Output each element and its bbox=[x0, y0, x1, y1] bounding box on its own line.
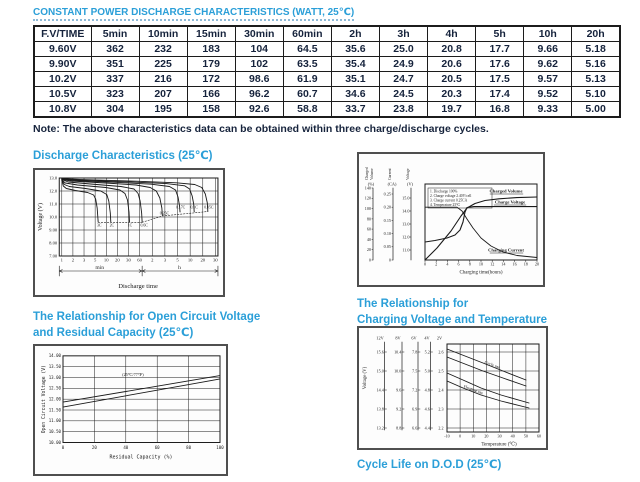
svg-text:2.3: 2.3 bbox=[438, 406, 444, 412]
svg-text:7.2: 7.2 bbox=[412, 387, 418, 393]
svg-text:18: 18 bbox=[523, 261, 528, 267]
svg-text:Cycle use: Cycle use bbox=[483, 359, 502, 370]
table-cell: 20.8 bbox=[428, 42, 476, 57]
table-cell: 179 bbox=[187, 57, 235, 72]
svg-text:20: 20 bbox=[534, 261, 540, 267]
svg-text:5.0: 5.0 bbox=[424, 368, 430, 374]
svg-text:40: 40 bbox=[366, 236, 371, 242]
svg-text:6V: 6V bbox=[411, 335, 417, 341]
svg-text:3. Charge current 0.25CA: 3. Charge current 0.25CA bbox=[430, 198, 468, 203]
table-cell: 98.6 bbox=[235, 72, 283, 87]
svg-text:40: 40 bbox=[123, 444, 129, 450]
table-cell: 10.2V bbox=[34, 72, 91, 87]
svg-text:2: 2 bbox=[71, 257, 75, 263]
svg-text:60: 60 bbox=[536, 433, 542, 439]
svg-text:13.00: 13.00 bbox=[48, 374, 61, 380]
table-cell: 158 bbox=[187, 102, 235, 118]
table-cell: 64.5 bbox=[283, 42, 331, 57]
table-cell: 63.5 bbox=[283, 57, 331, 72]
svg-text:2.6: 2.6 bbox=[438, 349, 444, 355]
table-cell: 5.18 bbox=[572, 42, 620, 57]
table-header-cell: F.V/TIME bbox=[34, 26, 91, 42]
svg-text:30: 30 bbox=[126, 257, 131, 263]
svg-text:13.8: 13.8 bbox=[376, 406, 384, 412]
table-header-cell: 5min bbox=[91, 26, 139, 42]
svg-text:(%): (%) bbox=[367, 181, 375, 187]
svg-text:12.0: 12.0 bbox=[402, 234, 410, 240]
svg-text:1C: 1C bbox=[127, 223, 133, 228]
svg-text:Voltage: Voltage bbox=[406, 168, 410, 180]
table-header-cell: 10h bbox=[524, 26, 572, 42]
svg-text:16: 16 bbox=[512, 261, 517, 267]
svg-text:12.00: 12.00 bbox=[48, 396, 61, 402]
table-cell: 17.6 bbox=[476, 57, 524, 72]
svg-text:(V): (V) bbox=[407, 181, 413, 187]
table-cell: 323 bbox=[91, 87, 139, 102]
table-header-cell: 30min bbox=[235, 26, 283, 42]
svg-text:2: 2 bbox=[435, 261, 438, 267]
svg-text:1: 1 bbox=[60, 257, 63, 263]
table-cell: 20.5 bbox=[428, 72, 476, 87]
table-cell: 207 bbox=[139, 87, 187, 102]
ocv-chart-title-line2: and Residual Capacity (25℃) bbox=[33, 327, 194, 339]
svg-text:30: 30 bbox=[213, 257, 218, 263]
svg-text:5: 5 bbox=[176, 257, 179, 263]
svg-text:11.0: 11.0 bbox=[49, 201, 58, 207]
table-cell: 35.4 bbox=[331, 57, 379, 72]
svg-text:12: 12 bbox=[490, 261, 495, 267]
table-cell: 225 bbox=[139, 57, 187, 72]
temperature-chart-panel bbox=[357, 326, 548, 450]
svg-text:0.25: 0.25 bbox=[383, 191, 391, 197]
svg-text:12.0: 12.0 bbox=[49, 188, 58, 194]
svg-text:10: 10 bbox=[103, 257, 109, 263]
svg-text:6.6: 6.6 bbox=[412, 425, 418, 431]
svg-text:15.0: 15.0 bbox=[402, 195, 410, 201]
svg-text:40: 40 bbox=[510, 433, 515, 439]
table-row bbox=[34, 102, 620, 118]
charging-chart-title-line1: The Relationship for bbox=[357, 298, 469, 310]
table-cell: 17.7 bbox=[476, 42, 524, 57]
svg-text:13.50: 13.50 bbox=[48, 364, 61, 370]
svg-text:20: 20 bbox=[200, 257, 206, 263]
table-row bbox=[34, 57, 620, 72]
svg-text:Current: Current bbox=[388, 168, 392, 180]
svg-text:min: min bbox=[95, 265, 105, 271]
svg-text:2.4: 2.4 bbox=[438, 387, 444, 393]
svg-text:1. Discharge 100%: 1. Discharge 100% bbox=[430, 189, 458, 194]
table-cell: 5.10 bbox=[572, 87, 620, 102]
svg-text:15.6: 15.6 bbox=[376, 349, 384, 355]
svg-text:2: 2 bbox=[151, 257, 154, 263]
svg-text:10: 10 bbox=[471, 433, 476, 439]
svg-text:Volume: Volume bbox=[370, 168, 374, 180]
page-title: CONSTANT POWER DISCHARGE CHARACTERISTICS (WATT, 25℃) bbox=[33, 7, 354, 21]
table-cell: 60.7 bbox=[283, 87, 331, 102]
svg-text:0.25C: 0.25C bbox=[159, 211, 170, 216]
table-cell: 9.60V bbox=[34, 42, 91, 57]
svg-text:8V: 8V bbox=[395, 335, 401, 341]
charging-chart-title bbox=[357, 296, 547, 328]
svg-text:-10: -10 bbox=[444, 433, 450, 439]
svg-text:8.00: 8.00 bbox=[49, 240, 58, 246]
svg-text:14.4: 14.4 bbox=[376, 387, 384, 393]
svg-text:h: h bbox=[178, 265, 181, 271]
svg-text:0: 0 bbox=[423, 261, 427, 267]
table-cell: 17.4 bbox=[476, 87, 524, 102]
charging-voltage-temperature-chart bbox=[359, 328, 546, 448]
svg-text:(25℃/77℉): (25℃/77℉) bbox=[122, 372, 144, 378]
table-cell: 9.90V bbox=[34, 57, 91, 72]
svg-text:14.00: 14.00 bbox=[48, 353, 61, 359]
svg-text:7.5: 7.5 bbox=[412, 368, 418, 374]
table-header-cell: 4h bbox=[428, 26, 476, 42]
svg-text:10.0: 10.0 bbox=[394, 368, 402, 374]
table-cell: 58.8 bbox=[283, 102, 331, 118]
svg-text:6: 6 bbox=[457, 261, 460, 267]
table-header-cell: 15min bbox=[187, 26, 235, 42]
table-cell: 25.0 bbox=[379, 42, 427, 57]
table-cell: 33.7 bbox=[331, 102, 379, 118]
svg-text:8.8: 8.8 bbox=[396, 425, 402, 431]
svg-text:140: 140 bbox=[364, 185, 371, 191]
table-cell: 166 bbox=[187, 87, 235, 102]
table-cell: 24.7 bbox=[379, 72, 427, 87]
table-cell: 16.8 bbox=[476, 102, 524, 118]
svg-text:13.2: 13.2 bbox=[376, 425, 384, 431]
charging-characteristics-chart bbox=[359, 154, 543, 285]
ocv-chart-title bbox=[33, 309, 260, 341]
discharge-chart bbox=[35, 170, 223, 295]
svg-text:12V: 12V bbox=[376, 335, 384, 341]
table-row bbox=[34, 87, 620, 102]
svg-text:Charged: Charged bbox=[365, 167, 369, 180]
table-cell: 20.6 bbox=[428, 57, 476, 72]
svg-text:0.20: 0.20 bbox=[383, 204, 391, 210]
svg-text:2. Charge voltage 2.40V/cell: 2. Charge voltage 2.40V/cell bbox=[430, 194, 472, 198]
table-header-cell: 20h bbox=[572, 26, 620, 42]
svg-text:Discharge time: Discharge time bbox=[118, 283, 158, 290]
power-discharge-table bbox=[33, 25, 621, 118]
svg-text:7.8: 7.8 bbox=[412, 349, 418, 355]
svg-text:Charging Current: Charging Current bbox=[488, 247, 524, 253]
svg-text:4.6: 4.6 bbox=[424, 406, 430, 412]
svg-text:20: 20 bbox=[484, 433, 489, 439]
cycle-life-title: Cycle Life on D.O.D (25℃) bbox=[357, 459, 502, 471]
svg-text:4V: 4V bbox=[424, 335, 430, 341]
svg-text:12.50: 12.50 bbox=[48, 385, 61, 391]
table-cell: 23.8 bbox=[379, 102, 427, 118]
svg-text:0: 0 bbox=[459, 433, 462, 439]
table-body bbox=[34, 42, 620, 118]
table-cell: 102 bbox=[235, 57, 283, 72]
svg-text:60: 60 bbox=[137, 257, 142, 263]
svg-text:9.6: 9.6 bbox=[396, 387, 402, 393]
table-cell: 34.6 bbox=[331, 87, 379, 102]
table-cell: 9.62 bbox=[524, 57, 572, 72]
svg-text:4: 4 bbox=[446, 261, 449, 267]
svg-text:9.00: 9.00 bbox=[49, 227, 58, 233]
discharge-chart-panel bbox=[33, 168, 225, 297]
table-cell: 17.5 bbox=[476, 72, 524, 87]
svg-text:10.0: 10.0 bbox=[49, 214, 58, 220]
table-header-cell: 3h bbox=[379, 26, 427, 42]
svg-text:20: 20 bbox=[91, 444, 97, 450]
svg-text:10.00: 10.00 bbox=[48, 439, 61, 445]
table-cell: 9.33 bbox=[524, 102, 572, 118]
table-cell: 92.6 bbox=[235, 102, 283, 118]
table-cell: 216 bbox=[139, 72, 187, 87]
svg-text:100: 100 bbox=[216, 444, 224, 450]
table-cell: 9.52 bbox=[524, 87, 572, 102]
svg-text:Voltage (V): Voltage (V) bbox=[38, 203, 45, 231]
ocv-residual-capacity-chart bbox=[35, 346, 226, 474]
svg-text:10.4: 10.4 bbox=[394, 349, 402, 355]
charging-chart-title-line2: Charging Voltage and Temperature bbox=[357, 314, 547, 326]
table-note: Note: The above characteristics data can be obtained within three charge/discharge cycles. bbox=[33, 123, 489, 135]
table-header-cell: 2h bbox=[331, 26, 379, 42]
ocv-chart-panel bbox=[33, 344, 228, 476]
discharge-chart-title: Discharge Characteristics (25℃) bbox=[33, 150, 213, 162]
svg-text:80: 80 bbox=[186, 444, 192, 450]
table-cell: 24.9 bbox=[379, 57, 427, 72]
svg-text:4.4: 4.4 bbox=[424, 425, 430, 431]
svg-text:11.0: 11.0 bbox=[402, 247, 410, 253]
svg-text:0.05C: 0.05C bbox=[204, 205, 214, 210]
table-cell: 5.16 bbox=[572, 57, 620, 72]
svg-text:9.2: 9.2 bbox=[396, 406, 402, 412]
svg-text:4.8: 4.8 bbox=[424, 387, 430, 393]
svg-text:Temperature (℃): Temperature (℃) bbox=[481, 442, 517, 448]
svg-text:20: 20 bbox=[366, 247, 371, 253]
svg-text:11.50: 11.50 bbox=[48, 407, 61, 413]
svg-text:100: 100 bbox=[364, 206, 371, 211]
svg-text:Charge Voltage: Charge Voltage bbox=[494, 199, 526, 205]
svg-text:80: 80 bbox=[366, 216, 371, 222]
svg-text:60: 60 bbox=[154, 444, 160, 450]
table-header bbox=[34, 26, 620, 42]
svg-text:14.0: 14.0 bbox=[402, 208, 410, 214]
ocv-chart-title-line1: The Relationship for Open Circuit Voltage bbox=[33, 311, 261, 323]
svg-text:0.15: 0.15 bbox=[383, 217, 391, 223]
svg-text:0.05: 0.05 bbox=[383, 244, 391, 250]
table-cell: 304 bbox=[91, 102, 139, 118]
svg-text:Charged Volume: Charged Volume bbox=[489, 188, 523, 194]
svg-text:14: 14 bbox=[501, 261, 506, 267]
table-cell: 19.7 bbox=[428, 102, 476, 118]
table-cell: 10.8V bbox=[34, 102, 91, 118]
table-cell: 35.1 bbox=[331, 72, 379, 87]
table-cell: 5.00 bbox=[572, 102, 620, 118]
table-cell: 104 bbox=[235, 42, 283, 57]
svg-text:0: 0 bbox=[368, 257, 371, 263]
svg-text:2C: 2C bbox=[109, 223, 115, 228]
table-row bbox=[34, 72, 620, 87]
table-header-cell: 10min bbox=[139, 26, 187, 42]
table-cell: 337 bbox=[91, 72, 139, 87]
svg-text:0.1C: 0.1C bbox=[190, 205, 198, 210]
svg-text:13.0: 13.0 bbox=[49, 175, 58, 181]
svg-text:0.17C: 0.17C bbox=[175, 205, 186, 210]
table-header-cell: 60min bbox=[283, 26, 331, 42]
table-cell: 351 bbox=[91, 57, 139, 72]
svg-text:3: 3 bbox=[82, 257, 86, 263]
table-row bbox=[34, 42, 620, 57]
table-cell: 20.3 bbox=[428, 87, 476, 102]
svg-text:2.2: 2.2 bbox=[438, 425, 444, 431]
table-cell: 232 bbox=[139, 42, 187, 57]
svg-text:Charging time(hours): Charging time(hours) bbox=[459, 270, 503, 276]
svg-text:8: 8 bbox=[468, 261, 471, 267]
svg-text:0.6C: 0.6C bbox=[140, 223, 148, 228]
svg-text:13.0: 13.0 bbox=[402, 221, 410, 227]
svg-text:10: 10 bbox=[478, 261, 484, 267]
svg-text:15.0: 15.0 bbox=[376, 368, 384, 374]
svg-text:10.50: 10.50 bbox=[48, 429, 61, 435]
svg-text:6.9: 6.9 bbox=[412, 406, 418, 412]
table-cell: 9.57 bbox=[524, 72, 572, 87]
svg-text:Residual Capacity (%): Residual Capacity (%) bbox=[109, 454, 173, 461]
svg-text:Open Circuit Voltage (V): Open Circuit Voltage (V) bbox=[41, 365, 48, 434]
table-cell: 35.6 bbox=[331, 42, 379, 57]
svg-text:60: 60 bbox=[366, 226, 371, 232]
table-cell: 61.9 bbox=[283, 72, 331, 87]
svg-text:Voltage (V): Voltage (V) bbox=[363, 366, 368, 390]
table-cell: 96.2 bbox=[235, 87, 283, 102]
svg-text:Floating use: Floating use bbox=[462, 383, 485, 396]
table-cell: 195 bbox=[139, 102, 187, 118]
svg-text:0: 0 bbox=[61, 444, 65, 450]
svg-text:50: 50 bbox=[523, 433, 528, 439]
svg-text:5: 5 bbox=[93, 257, 97, 263]
table-cell: 24.5 bbox=[379, 87, 427, 102]
svg-text:4. Temperature 25℃: 4. Temperature 25℃ bbox=[430, 203, 461, 207]
svg-text:(CA): (CA) bbox=[387, 181, 397, 187]
charging-chart-panel bbox=[357, 152, 545, 287]
svg-text:5.2: 5.2 bbox=[424, 349, 430, 355]
svg-text:10: 10 bbox=[187, 257, 193, 263]
svg-text:0.10: 0.10 bbox=[383, 231, 391, 236]
svg-text:2.5: 2.5 bbox=[438, 368, 444, 374]
table-cell: 9.66 bbox=[524, 42, 572, 57]
svg-text:7.00: 7.00 bbox=[49, 253, 58, 259]
table-cell: 183 bbox=[187, 42, 235, 57]
svg-text:3: 3 bbox=[163, 257, 167, 263]
svg-text:2V: 2V bbox=[436, 335, 443, 341]
table-cell: 362 bbox=[91, 42, 139, 57]
svg-text:0: 0 bbox=[388, 257, 391, 263]
svg-text:30: 30 bbox=[497, 433, 502, 439]
svg-text:3C: 3C bbox=[96, 223, 102, 228]
table-cell: 10.5V bbox=[34, 87, 91, 102]
table-cell: 172 bbox=[187, 72, 235, 87]
svg-text:11.00: 11.00 bbox=[48, 418, 61, 424]
svg-text:120: 120 bbox=[364, 195, 371, 201]
svg-text:20: 20 bbox=[115, 257, 120, 263]
table-header-cell: 5h bbox=[476, 26, 524, 42]
table-cell: 5.13 bbox=[572, 72, 620, 87]
